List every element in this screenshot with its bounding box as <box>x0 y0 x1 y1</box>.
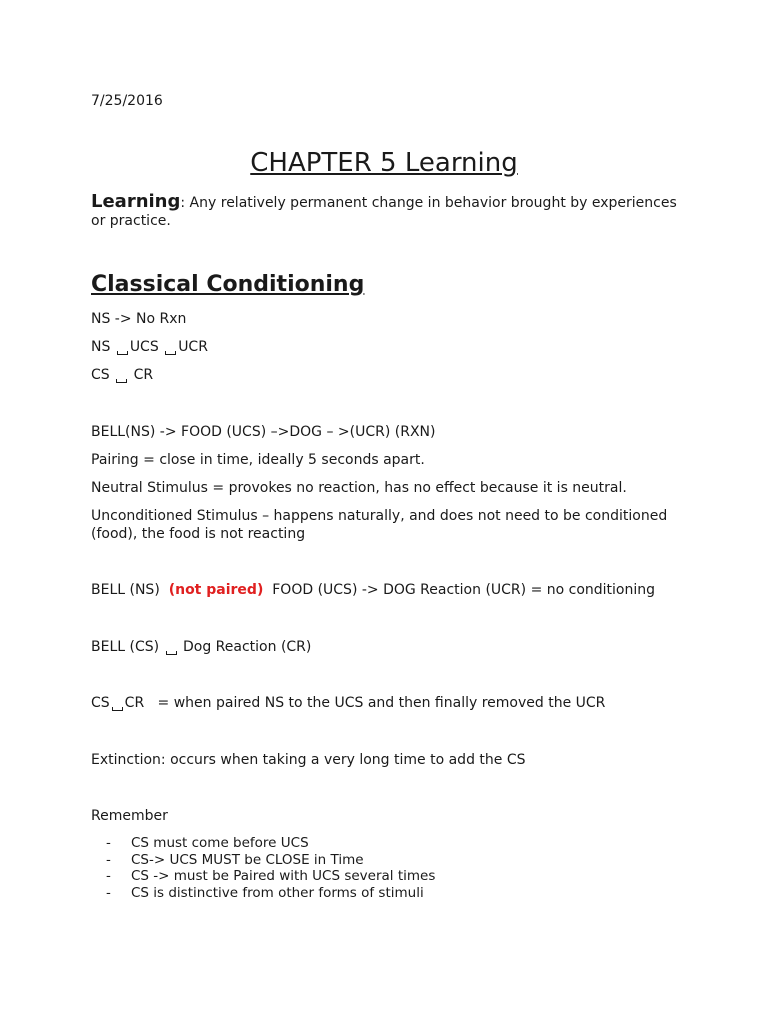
not-paired-label: (not paired) <box>168 582 264 598</box>
text-segment: BELL (CS) <box>91 639 160 655</box>
definition-text: : Any relatively permanent change in behavior brought by experiences or practice. <box>91 195 677 229</box>
date: 7/25/2016 <box>91 93 163 109</box>
text-segment: CS <box>91 695 110 711</box>
text-segment: BELL (NS) <box>91 582 160 598</box>
page-title: CHAPTER 5 Learning <box>250 148 518 178</box>
definition-paragraph <box>91 193 681 230</box>
definition-term: Learning <box>91 191 181 212</box>
bell-cs-line <box>91 638 311 656</box>
list-item: - CS is distinctive from other forms of stimuli <box>106 884 424 901</box>
arrow-icon <box>117 351 128 355</box>
text-segment: Dog Reaction (CR) <box>183 639 312 655</box>
formula-ns-ucs-ucr <box>91 338 208 356</box>
arrow-icon <box>116 379 127 383</box>
text-segment: CR <box>124 695 145 711</box>
text-segment: FOOD (UCS) -> DOG Reaction (UCR) = no conditioning <box>272 582 656 598</box>
list-item: - CS must come before UCS <box>106 835 309 851</box>
section-heading: Classical Conditioning <box>91 272 365 297</box>
formula-term: UCS <box>129 339 159 355</box>
arrow-icon <box>166 651 177 655</box>
bell-food-line: BELL(NS) -> FOOD (UCS) –>DOG – >(UCR) (RXN) <box>91 424 436 440</box>
formula-term: CR <box>133 367 154 383</box>
list-item: - CS -> must be Paired with UCS several times <box>106 868 436 884</box>
formula-term: NS <box>91 339 111 355</box>
unconditioned-stimulus-line: Unconditioned Stimulus – happens naturally, and does not need to be conditioned (food), the food is not reacting <box>91 508 668 542</box>
arrow-icon <box>112 707 123 711</box>
extinction-line: Extinction: occurs when taking a very long time to add the CS <box>91 752 526 768</box>
arrow-icon <box>165 351 176 355</box>
formula-cs-cr <box>91 366 153 384</box>
neutral-stimulus-line: Neutral Stimulus = provokes no reaction, has no effect because it is neutral. <box>91 480 627 496</box>
formula-term: CS <box>91 367 110 383</box>
formula-ns-no-rxn: NS -> No Rxn <box>91 311 187 327</box>
pairing-line: Pairing = close in time, ideally 5 seconds apart. <box>91 452 425 468</box>
remember-heading: Remember <box>91 808 168 824</box>
formula-term: UCR <box>178 339 208 355</box>
cs-cr-line <box>91 694 605 712</box>
remember-list <box>106 835 436 901</box>
list-item: - CS-> UCS MUST be CLOSE in Time <box>106 851 364 868</box>
bell-not-paired-line <box>91 581 655 599</box>
text-segment: = when paired NS to the UCS and then finally removed the UCR <box>157 695 606 711</box>
